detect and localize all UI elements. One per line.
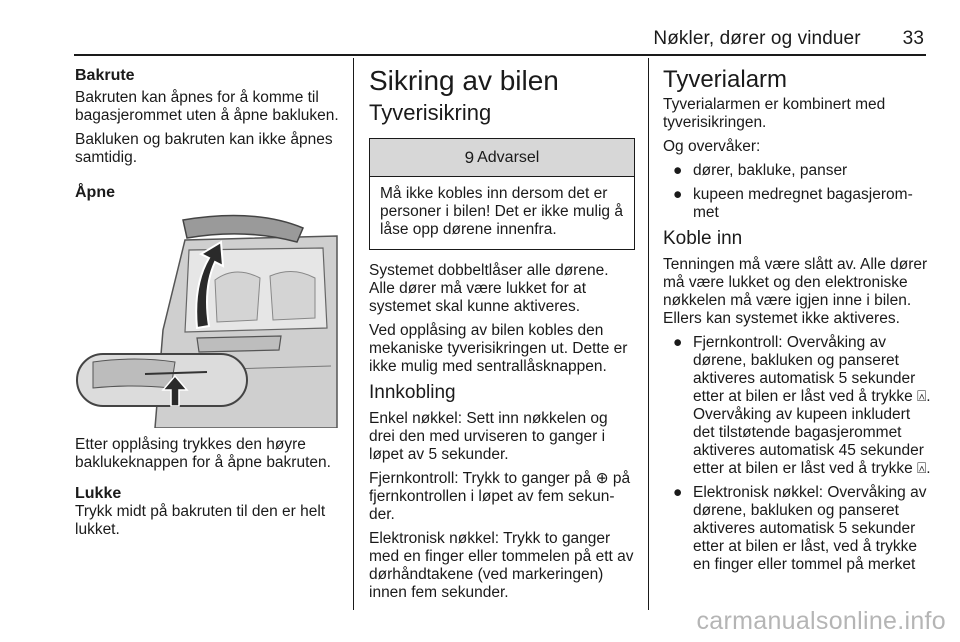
activation-list bbox=[663, 334, 931, 574]
column-middle bbox=[369, 66, 635, 608]
page-number: 33 bbox=[902, 28, 924, 49]
list-item: ● Fjernkontroll: Overvåking av dørene, bakluken og panseret aktiveres automatisk 5 sekunder etter at bilen er låst ved å trykke ⍓. Overvåking av kupeen inkludert det tilstøtende bagasjerommet aktiveres automatisk 45 sekunder etter at bilen er låst ved å trykke ⍓. bbox=[673, 334, 931, 477]
list-item: ● kupeen medregnet bagasjerommet bbox=[673, 186, 913, 221]
list-item: ● dører, bakluke, panser bbox=[673, 162, 848, 179]
paragraph: Elektronisk nøkkel: Trykk to ganger med en finger eller tommelen på ett av dørhåndtakene (ved markeringen) innen fem sekunder. bbox=[369, 530, 634, 601]
rear-window-svg bbox=[75, 210, 341, 428]
warning-title: Advarsel bbox=[477, 148, 540, 166]
paragraph: Systemet dobbeltlåser alle dørene. Alle dører må være lukket for at systemet skal kunne aktiveres. bbox=[369, 262, 609, 315]
paragraph: Tyverialarmen er kombinert med tyverisikringen. bbox=[663, 96, 886, 131]
paragraph: Etter opplåsing trykkes den høyre baklukeknappen for å åpne bakruten. bbox=[75, 436, 331, 471]
paragraph: Bakruten kan åpnes for å komme til bagasjerommet uten å åpne bakluken. bbox=[75, 89, 339, 124]
column-left bbox=[75, 66, 340, 545]
paragraph: Tenningen må være slått av. Alle dører må være lukket og den elektroniske nøkkelen må være igjen inne i bilen. Ellers kan systemet ikke aktiveres. bbox=[663, 256, 928, 327]
warning-box bbox=[369, 138, 635, 250]
watermark: carmanualsonline.info bbox=[696, 607, 946, 635]
header-title: Nøkler, dører og vinduer bbox=[653, 28, 861, 49]
warning-icon: 9 bbox=[464, 147, 475, 167]
header-rule bbox=[74, 54, 926, 56]
paragraph: Og overvåker: bbox=[663, 138, 761, 155]
paragraph: Bakluken og bakruten kan ikke åpnes samtidig. bbox=[75, 131, 333, 166]
warning-header bbox=[370, 139, 634, 177]
paragraph: Trykk midt på bakruten til den er helt lukket. bbox=[75, 503, 326, 538]
column-divider-1 bbox=[353, 58, 354, 610]
page-header bbox=[653, 28, 924, 50]
paragraph: Enkel nøkkel: Sett inn nøkkelen og drei den med urviseren to ganger i løpet av 5 sekunder. bbox=[369, 410, 608, 463]
column-divider-2 bbox=[648, 58, 649, 610]
paragraph: Ved opplåsing av bilen kobles den mekaniske tyverisikringen ut. Dette er ikke mulig med sentrallåsknappen. bbox=[369, 322, 628, 375]
subheading-close: Lukke bbox=[75, 485, 122, 502]
paragraph: Fjernkontroll: Trykk to ganger på ⊕ på fjernkontrollen i løpet av fem sekunder. bbox=[369, 470, 631, 523]
subheading-koble-inn: Koble inn bbox=[663, 228, 743, 249]
monitor-list bbox=[663, 162, 931, 222]
subheading-innkobling: Innkobling bbox=[369, 382, 456, 403]
subheading-open: Åpne bbox=[75, 184, 115, 201]
column-right bbox=[663, 66, 931, 580]
section-title: Sikring av bilen bbox=[369, 65, 559, 96]
heading-bakrute: Bakrute bbox=[75, 67, 135, 84]
warning-text: Må ikke kobles inn dersom det er personer i bilen! Det er ikke mulig å låse opp dørene innenfra. bbox=[380, 185, 623, 238]
section-title: Tyverialarm bbox=[663, 66, 788, 93]
rear-window-illustration bbox=[75, 210, 341, 428]
section-subtitle: Tyverisikring bbox=[369, 100, 492, 125]
list-item: ● Elektronisk nøkkel: Overvåking av dørene, bakluken og panseret aktiveres automatisk 5 sekunder etter at bilen er låst, ved å trykke en finger eller tommel på merket bbox=[673, 484, 927, 573]
